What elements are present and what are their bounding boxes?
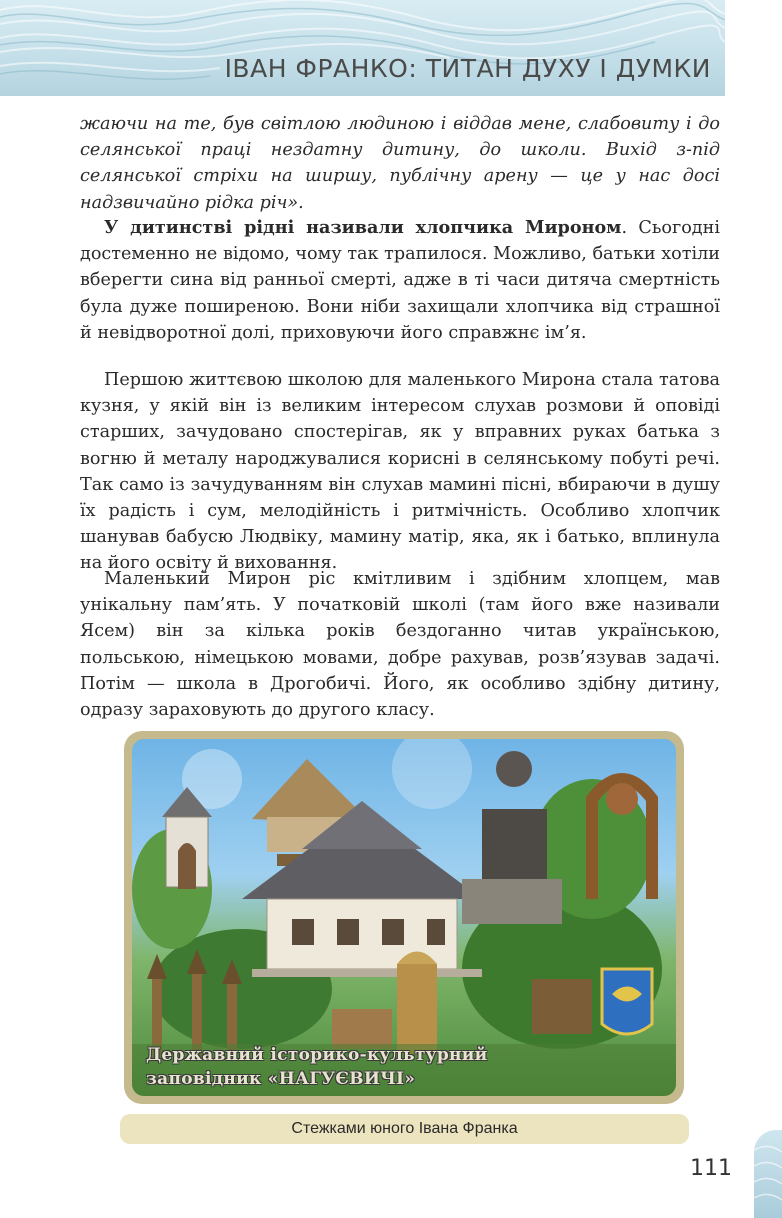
collage-illustration — [132, 739, 676, 1096]
paragraph-first-school — [80, 367, 720, 577]
header-decorative-band — [0, 0, 725, 96]
bold-lead-text: У дитинстві рідні називали хлопчика Мироном — [104, 217, 622, 238]
paragraph-education — [80, 566, 720, 723]
page-number: 111 — [690, 1156, 732, 1181]
collage-caption-line-1: Державний історико-культурний — [146, 1045, 488, 1065]
collage-caption-line-2: заповідник «НАГУЄВИЧІ» — [146, 1069, 416, 1089]
quote-text: жаючи на те, був світлою людиною і віддав мене, слабовиту і до селянської праці нездатну дитину, до школи. Вихід з-під селянської стріхи на ширшу, публічну арену — це у нас досі надзвичайно рідка річ». — [80, 114, 720, 213]
figure-caption: Стежками юного Івана Франка — [120, 1114, 689, 1144]
photo-collage — [132, 739, 676, 1096]
running-header-title: ІВАН ФРАНКО: ТИТАН ДУХУ І ДУМКИ — [224, 54, 711, 83]
paragraph-quote — [80, 111, 720, 216]
photo-collage-frame — [124, 731, 684, 1104]
paragraph-childhood-name — [80, 215, 720, 346]
corner-wave-pattern — [754, 1130, 782, 1218]
paragraph-text: . Сьогодні достеменно не відомо, чому так трапилося. Можливо, батьки хотіли вберегти сина від ранньої смерті, адже в ті часи дитяча смертність була дуже поширеною. Вони ніби захищали хлопчика від страшної й невідворотної долі, приховуючи його справжнє ім’я. — [80, 218, 720, 343]
corner-decorative-tab — [754, 1130, 782, 1218]
paragraph-text: Першою життєвою школою для маленького Мирона стала татова кузня, у якій він із великим інтересом слухав розмови й оповіді старших, зачудовано спостерігав, як у вправних руках батька з вогню й металу народжувалися корисні в селянському побуті речі. Так само із зачудуванням він слухав мамині пісні, вбираючи в душу їх радість і сум, мелодійність і ритмічність. Особливо хлопчик шанував бабусю Людвіку, мамину матір, яка, як і батько, вплинула на його освіту й виховання. — [80, 370, 720, 574]
paragraph-text: Маленький Мирон ріс кмітливим і здібним хлопцем, мав унікальну пам’ять. У початковій школі (там його вже називали Ясем) він за кілька років бездоганно читав українською, польською, німецькою мовами, добре рахував, розв’язував задачі. Потім — школа в Дрогобичі. Його, як особливо здібну дитину, одразу зараховують до другого класу. — [80, 569, 720, 721]
